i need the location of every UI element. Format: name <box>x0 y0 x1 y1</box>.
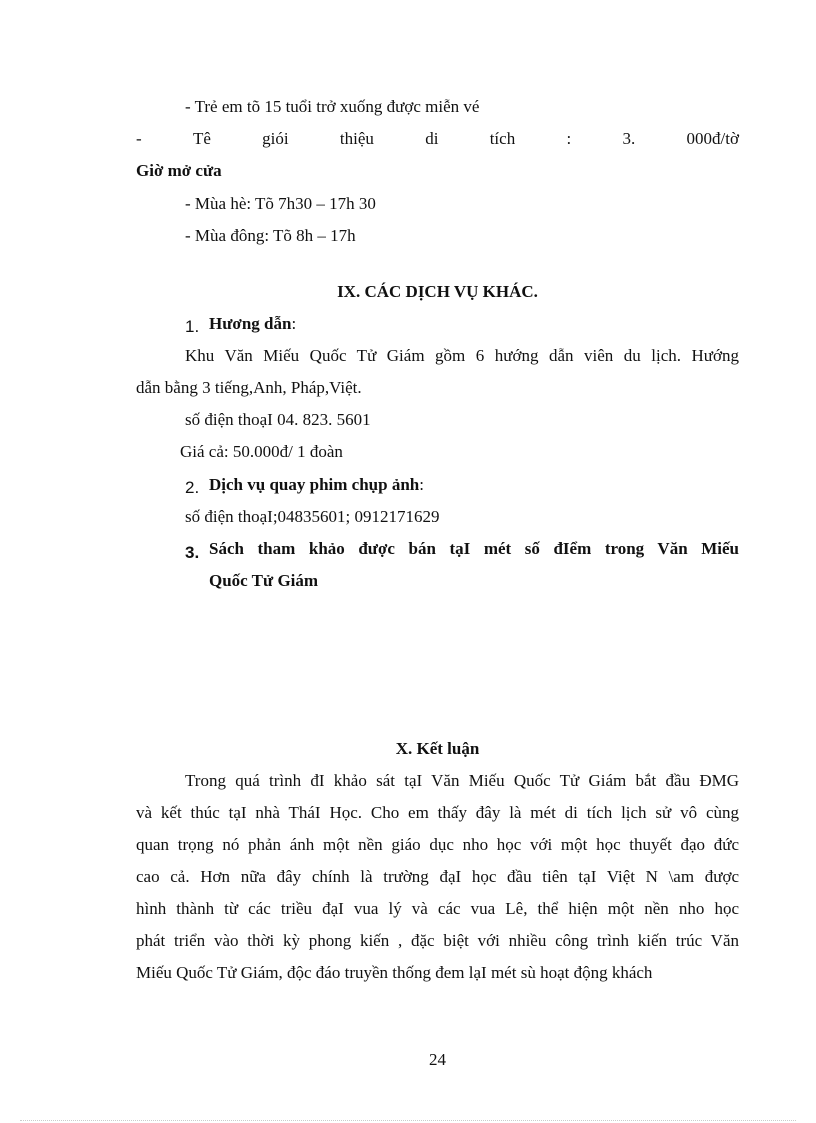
brochure-word: di <box>425 129 439 148</box>
brochure-word: : <box>566 129 572 148</box>
brochure-word: Tê <box>192 129 211 148</box>
conclusion-paragraph <box>136 765 739 989</box>
item-1-number: 1. <box>185 317 200 336</box>
guide-description-text-1: Khu Văn Miếu Quốc Tử Giám gồm 6 hướng dẫn viên du lịch. Hướng <box>185 346 739 365</box>
summer-hours: - Mùa hè: Tõ 7h30 – 17h 30 <box>185 194 376 213</box>
conclusion-line: cao cả. Hơn nữa đây chính là trường đạI học đầu tiên tạI Việt N \am được <box>136 867 739 886</box>
brochure-word: - <box>136 129 142 148</box>
page-bottom-rule <box>20 1120 796 1121</box>
item-3-number: 3. <box>185 543 200 562</box>
brochure-word: tích <box>489 129 516 148</box>
conclusion-line: hình thành từ các triều đạI vua lý và các vua Lê, thể hiện một nền nho học <box>136 899 739 918</box>
item-3-heading-line-2: Quốc Tử Giám <box>209 571 319 590</box>
children-free-ticket-line: - Trẻ em tõ 15 tuổi trở xuống được miễn vé <box>185 97 480 116</box>
winter-hours: - Mùa đông: Tõ 8h – 17h <box>185 226 356 245</box>
item-2-number: 2. <box>185 478 200 497</box>
item-2-heading-colon: : <box>419 475 424 494</box>
brochure-word: 3. <box>622 129 636 148</box>
item-1-heading-text: Hương dẫn <box>209 314 292 333</box>
opening-hours-heading: Giờ mở cửa <box>136 161 222 180</box>
item-1-heading <box>209 313 296 335</box>
guide-description-line-2: dẫn bằng 3 tiếng,Anh, Pháp,Việt. <box>136 378 362 397</box>
item-2-heading <box>209 474 424 496</box>
photo-service-phone: số điện thoạI;04835601; 0912171629 <box>185 507 440 526</box>
item-3-heading-line-1 <box>209 538 739 560</box>
conclusion-line: Miếu Quốc Tử Giám, độc đáo truyền thống đem lạI mét sù hoạt động khách <box>136 963 653 982</box>
item-1-heading-colon: : <box>291 314 297 333</box>
conclusion-line: quan trọng nó phản ánh một nền giáo dục nho học với một học thuyết đạo đức <box>136 835 739 854</box>
brochure-word: giói <box>262 129 289 148</box>
section-ix-title: IX. CÁC DỊCH VỤ KHÁC. <box>337 282 538 301</box>
brochure-word: 000đ/tờ <box>686 129 739 148</box>
brochure-word: thiệu <box>339 129 374 148</box>
item-2-heading-text: Dịch vụ quay phim chụp ảnh <box>209 475 420 494</box>
conclusion-line: Trong quá trình đI khảo sát tạI Văn Miếu Quốc Tử Giám bắt đầu ĐMG <box>185 771 739 790</box>
section-x-title: X. Kết luận <box>395 739 480 758</box>
guide-description-line-1 <box>185 345 739 367</box>
item-3-heading-text-1: Sách tham khảo được bán tạI mét số đIểm trong Văn Miếu <box>209 539 739 558</box>
conclusion-line: phát triển vào thời kỳ phong kiến , đặc biệt với nhiều công trình kiến trúc Văn <box>136 931 739 950</box>
brochure-price-line <box>136 128 739 150</box>
guide-price: Giá cả: 50.000đ/ 1 đoàn <box>180 442 343 461</box>
conclusion-line: và kết thúc tạI nhà TháI Học. Cho em thấy đây là mét di tích lịch sử vô cùng <box>136 803 739 822</box>
page-number: 24 <box>429 1050 446 1069</box>
guide-phone: số điện thoạI 04. 823. 5601 <box>185 410 371 429</box>
